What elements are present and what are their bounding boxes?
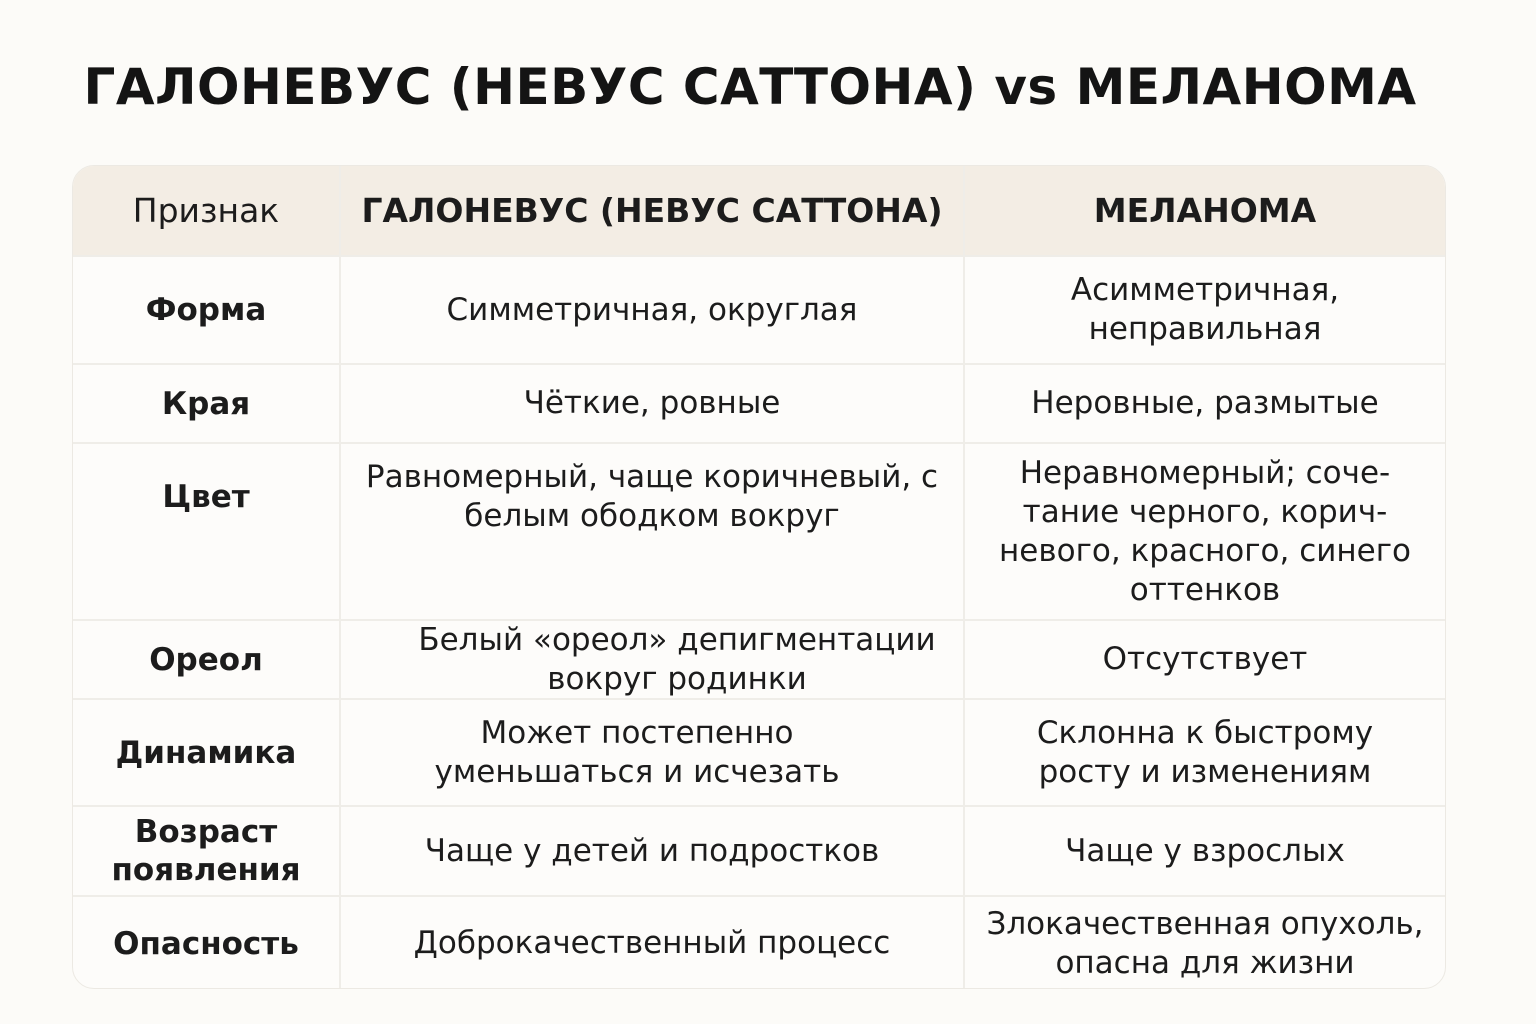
melanoma-edges: Неровные, размытые: [965, 363, 1445, 442]
melanoma-form: Асимметричная, неправильная: [965, 255, 1445, 363]
halo-halo: Белый «ореол» депигментации вокруг родинки: [341, 619, 965, 698]
row-label-edges: Края: [73, 363, 341, 442]
halo-dynamics: Может постепенно уменьшаться и исчезать: [341, 698, 965, 805]
halo-color: Равномерный, чаще коричневый, с белым ободком вокруг: [341, 442, 965, 619]
melanoma-color: Неравномерный; соче-тание черного, корич-невого, красного, синего оттенков: [965, 442, 1445, 619]
melanoma-age: Чаще у взрослых: [965, 805, 1445, 895]
comparison-table: [72, 165, 1446, 989]
halo-edges: Чёткие, ровные: [341, 363, 965, 442]
row-label-danger: Опасность: [73, 895, 341, 989]
header-melanoma: МЕЛАНОМА: [965, 166, 1445, 255]
header-feature: Признак: [73, 166, 341, 255]
row-label-age: Возраст появления: [73, 805, 341, 895]
row-label-halo: Ореол: [73, 619, 341, 698]
halo-danger: Доброкачественный процесс: [341, 895, 965, 989]
melanoma-halo: Отсутствует: [965, 619, 1445, 698]
header-halo-nevus: ГАЛОНЕВУС (НЕВУС САТТОНА): [341, 166, 965, 255]
row-label-color: Цвет: [73, 442, 341, 619]
melanoma-dynamics: Склонна к быстрому росту и изменениям: [965, 698, 1445, 805]
page-title: ГАЛОНЕВУС (НЕВУС САТТОНА) vs МЕЛАНОМА: [83, 58, 1417, 116]
halo-form: Симметричная, округлая: [341, 255, 965, 363]
row-label-dynamics: Динамика: [73, 698, 341, 805]
row-label-form: Форма: [73, 255, 341, 363]
melanoma-danger: Злокачественная опухоль, опасна для жизни: [965, 895, 1445, 989]
halo-age: Чаще у детей и подростков: [341, 805, 965, 895]
